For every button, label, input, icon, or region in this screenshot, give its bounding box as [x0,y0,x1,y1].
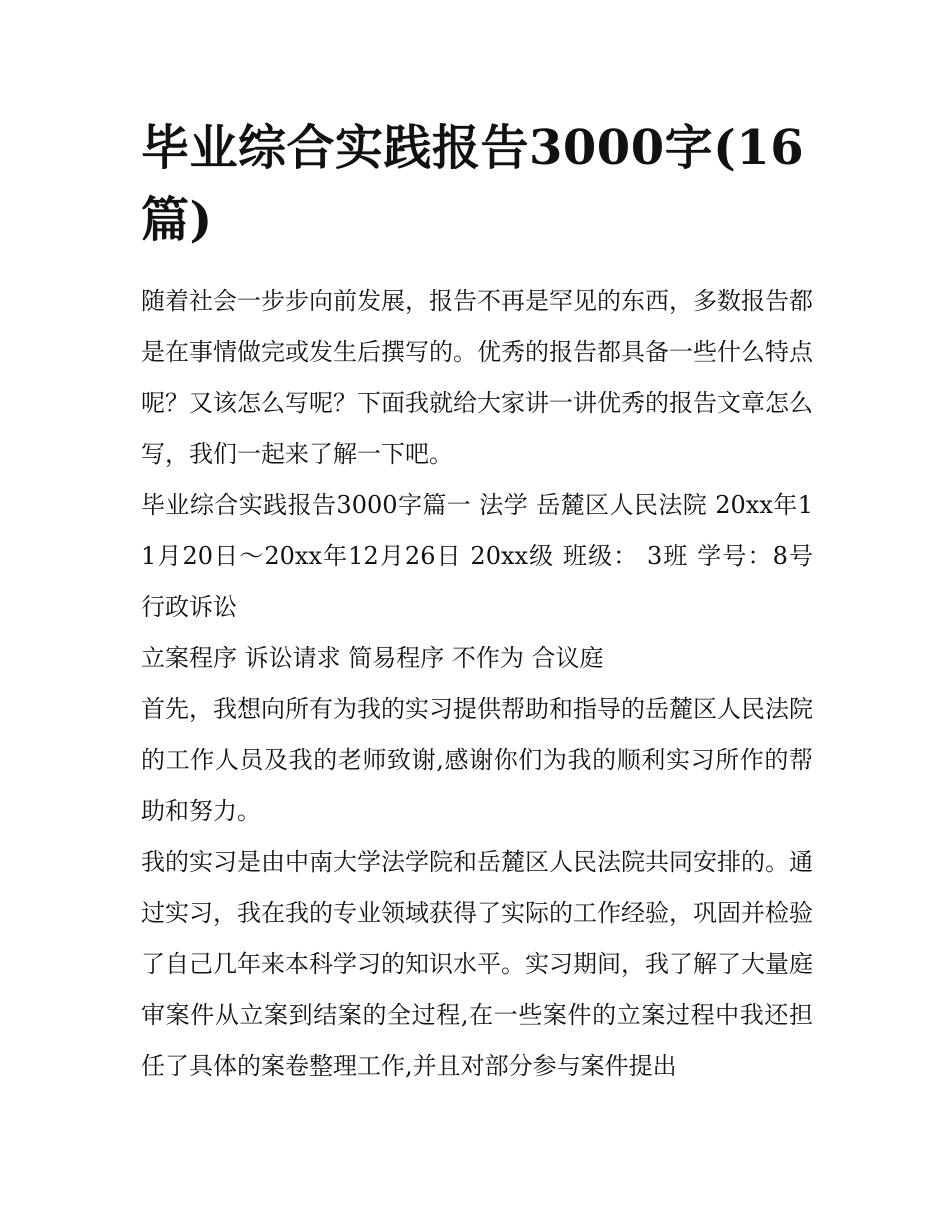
document-body [141,112,813,1092]
internship-paragraph: 我的实习是由中南大学法学院和岳麓区人民法院共同安排的。通过实习，我在我的专业领域获得了实际的工作经验，巩固并检验了自己几年来本科学习的知识水平。实习期间，我了解了大量庭审案件从立案到结案的全过程,在一些案件的立案过程中我还担任了具体的案卷整理工作,并且对部分参与案件提出 [141,848,813,1080]
report-info-paragraph: 毕业综合实践报告3000字篇一 法学 岳麓区人民法院 20xx年11月20日～20xx年12月26日 20xx级 班级： 3班 学号：8号 行政诉讼 [141,491,813,621]
intro-paragraph: 随着社会一步步向前发展，报告不再是罕见的东西，多数报告都是在事情做完或发生后撰写的。优秀的报告都具备一些什么特点呢？又该怎么写呢？下面我就给大家讲一讲优秀的报告文章怎么写，我们一起来了解一下吧。 [141,287,813,468]
acknowledgement-paragraph: 首先，我想向所有为我的实习提供帮助和指导的岳麓区人民法院的工作人员及我的老师致谢,感谢你们为我的顺利实习所作的帮助和努力。 [141,695,813,825]
document-title: 毕业综合实践报告3000字(16篇) [141,120,805,248]
keywords-paragraph: 立案程序 诉讼请求 简易程序 不作为 合议庭 [141,644,604,672]
